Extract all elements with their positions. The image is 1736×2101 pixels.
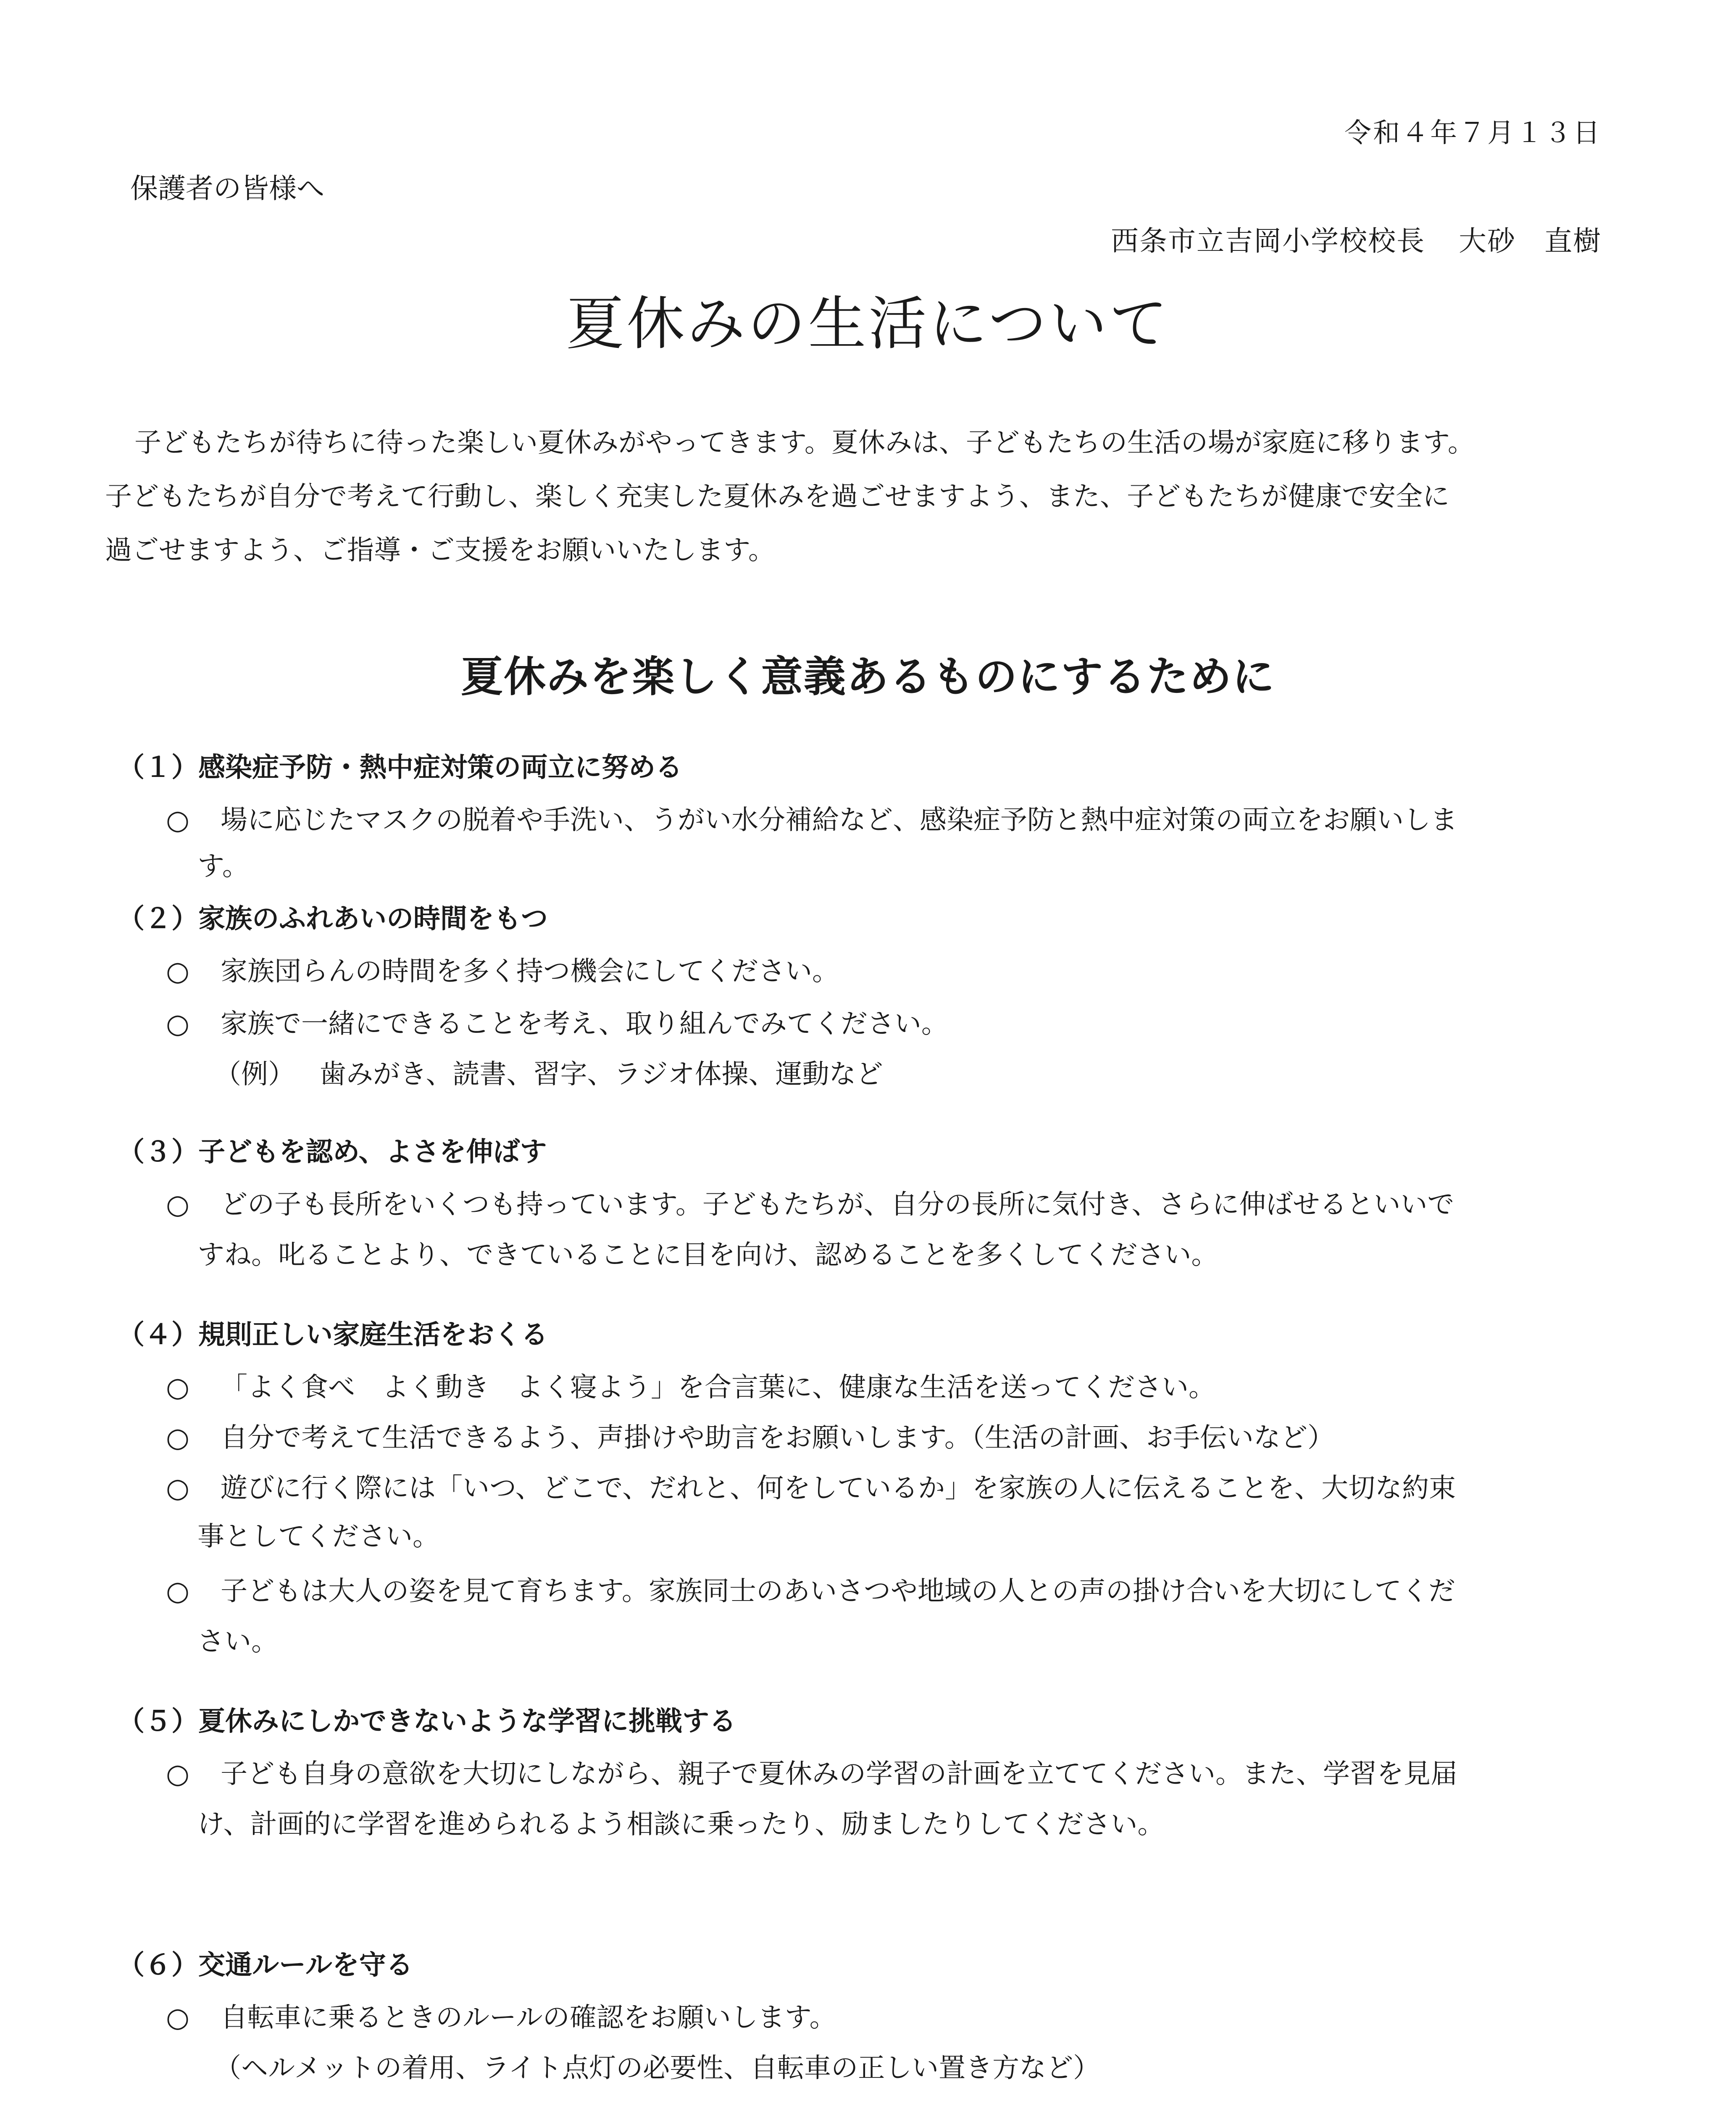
author xyxy=(1111,219,1602,258)
list-item-continuation: さい。 xyxy=(197,1626,278,1657)
list-item xyxy=(166,1996,836,2035)
example-line xyxy=(214,1053,883,1091)
list-item-text: 遊びに行く際には「いつ、どこで、だれと、何をしているか」を家族の人に伝えることを、大切な約束 xyxy=(221,1473,1456,1504)
circle-bullet-icon: ○ xyxy=(166,1422,189,1453)
list-item-text: どの子も長所をいくつも持っています。子どもたちが、自分の長所に気付き、さらに伸ばせるといいで xyxy=(221,1189,1455,1220)
list-item xyxy=(166,1416,1334,1455)
section-title: 夏休みを楽しく意義あるものにするために xyxy=(461,652,1275,701)
list-item-text: 子どもは大人の姿を見て育ちます。家族同士のあいさつや地域の人との声の掛け合いを大切にしてくだ xyxy=(221,1576,1455,1607)
circle-bullet-icon: ○ xyxy=(166,1008,189,1040)
circle-bullet-icon: ○ xyxy=(166,2002,189,2033)
addressee: 保護者の皆様へ xyxy=(130,172,324,205)
intro-paragraph xyxy=(105,416,1634,577)
document-title: 夏休みの生活について xyxy=(566,290,1170,358)
section-heading-3: （３）子どもを認め、よさを伸ばす xyxy=(118,1137,547,1168)
list-item xyxy=(166,798,1457,837)
intro-line: 子どもたちが待ちに待った楽しい夏休みがやってきます。夏休みは、子どもたちの生活の場が家庭に移ります。 xyxy=(134,427,1475,458)
list-item xyxy=(166,1752,1457,1791)
author-organization: 西条市立吉岡小学校校長 xyxy=(1111,225,1425,257)
list-item-text: 自転車に乗るときのルールの確認をお願いします。 xyxy=(221,2002,836,2033)
list-item-text: 自分で考えて生活できるよう、声掛けや助言をお願いします。（生活の計画、お手伝いなど） xyxy=(221,1422,1334,1453)
section-heading-4: （４）規則正しい家庭生活をおくる xyxy=(118,1319,548,1351)
circle-bullet-icon: ○ xyxy=(166,1473,189,1504)
list-item-text: 場に応じたマスクの脱着や手洗い、うがい水分補給など、感染症予防と熱中症対策の両立をお願いしま xyxy=(221,805,1457,836)
list-item-text: 家族団らんの時間を多く持つ機会にしてください。 xyxy=(221,956,839,987)
circle-bullet-icon: ○ xyxy=(166,1372,189,1403)
circle-bullet-icon: ○ xyxy=(166,1759,189,1790)
list-item xyxy=(166,2099,1079,2101)
list-item-continuation: す。 xyxy=(197,851,249,882)
circle-bullet-icon: ○ xyxy=(166,1189,189,1220)
author-name: 大砂 直樹 xyxy=(1459,225,1602,257)
list-item xyxy=(166,950,839,988)
list-item-note: （ヘルメットの着用、ライト点灯の必要性、自転車の正しい置き方など） xyxy=(214,2053,1100,2084)
section-heading-1: （１）感染症予防・熱中症対策の両立に努める xyxy=(118,752,682,783)
list-item-text: 「よく食べ よく動き よく寝よう」を合言葉に、健康な生活を送ってください。 xyxy=(221,1372,1215,1403)
circle-bullet-icon: ○ xyxy=(166,1576,189,1607)
list-item-continuation: 事としてください。 xyxy=(197,1521,439,1552)
list-item-text: 子ども自身の意欲を大切にしながら、親子で夏休みの学習の計画を立ててください。また、学習を見届 xyxy=(221,1759,1457,1790)
list-item-text: 家族で一緒にできることを考え、取り組んでみてください。 xyxy=(221,1008,948,1040)
example-text: 歯みがき、読書、習字、ラジオ体操、運動など xyxy=(319,1059,883,1090)
list-item xyxy=(166,1569,1455,1608)
example-tag: （例） xyxy=(214,1059,295,1090)
circle-bullet-icon: ○ xyxy=(166,956,189,987)
issue-date: 令和４年７月１３日 xyxy=(1344,118,1602,149)
list-item xyxy=(166,1366,1215,1404)
list-item xyxy=(166,1002,948,1041)
section-heading-6: （６）交通ルールを守る xyxy=(118,1950,413,1981)
intro-line: 過ごせますよう、ご指導・ご支援をお願いいたします。 xyxy=(105,535,775,566)
intro-line: 子どもたちが自分で考えて行動し、楽しく充実した夏休みを過ごせますよう、また、子どもたちが健康で安全に xyxy=(105,481,1449,512)
list-item xyxy=(166,1466,1456,1505)
list-item-continuation: け、計画的に学習を進められるよう相談に乗ったり、励ましたりしてください。 xyxy=(197,1809,1165,1840)
section-heading-2: （２）家族のふれあいの時間をもつ xyxy=(118,903,548,935)
circle-bullet-icon: ○ xyxy=(166,805,189,836)
list-item xyxy=(166,1183,1454,1222)
section-heading-5: （５）夏休みにしかできないような学習に挑戦する xyxy=(118,1706,736,1737)
list-item-continuation: すね。叱ることより、できていることに目を向け、認めることを多くしてください。 xyxy=(197,1240,1218,1271)
